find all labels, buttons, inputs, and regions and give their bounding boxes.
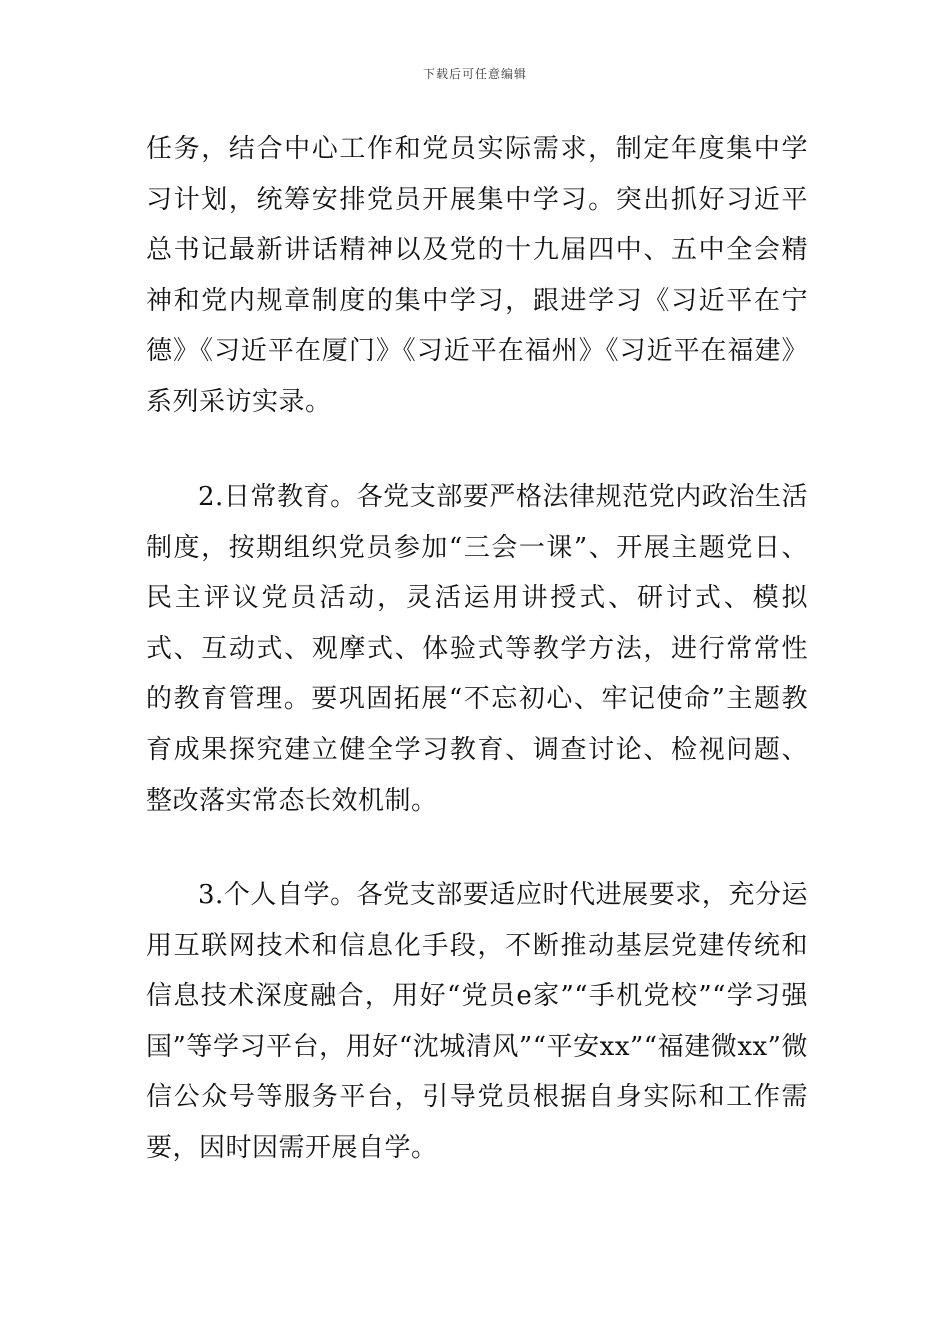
paragraph-daily-education: 2.日常教育。各党支部要严格法律规范党内政治生活制度，按期组织党员参加“三会一课”、开展主题党日、民主评议党员活动，灵活运用讲授式、研讨式、模拟式、互动式、观摩式、体验式等教学方法，进行常常性的教育管理。要巩固拓展“不忘初心、牢记使命”主题教育成果探究建立健全学习教育、调查讨论、检视问题、整改落实常态长效机制。 bbox=[146, 482, 808, 816]
paragraph-study-plan: 任务，结合中心工作和党员实际需求，制定年度集中学习计划，统筹安排党员开展集中学习。突出抓好习近平总书记最新讲话精神以及党的十九届四中、五中全会精神和党内规章制度的集中学习，跟进学习《习近平在宁德》《习近平在厦门》《习近平在福州》《习近平在福建》系列采访实录。 bbox=[146, 134, 808, 417]
paragraph-self-study: 3.个人自学。各党支部要适应时代进展要求，充分运用互联网技术和信息化手段，不断推动基层党建传统和信息技术深度融合，用好“党员e家”“手机党校”“学习强国”等学习平台，用好“沈城清风”“平安xx”“福建微xx”微信公众号等服务平台，引导党员根据自身实际和工作需要，因时因需开展自学。 bbox=[146, 880, 808, 1163]
download-edit-note: 下载后可任意编辑 bbox=[422, 67, 527, 81]
